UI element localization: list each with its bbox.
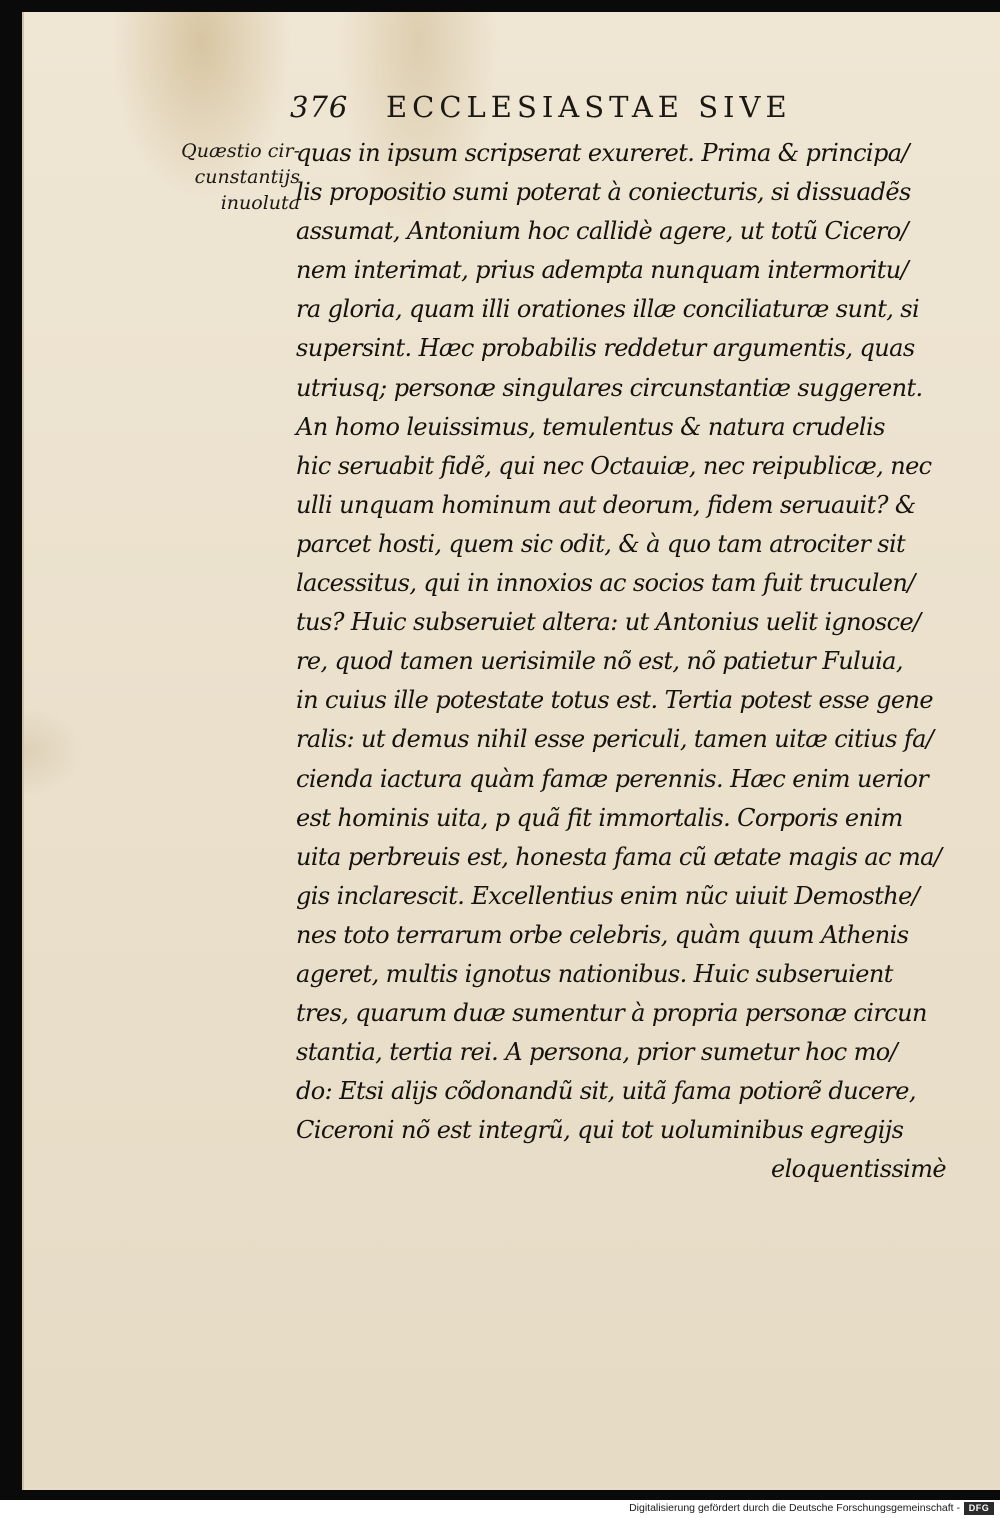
text-line: tres, quarum duæ sumentur à propria personæ circun <box>296 999 927 1028</box>
text-line: ageret, multis ignotus nationibus. Huic subseruient <box>296 959 893 988</box>
text-line: nes toto terrarum orbe celebris, quàm quum Athenis <box>296 920 909 949</box>
text-line: ulli unquam hominum aut deorum, fidem seruauit? & <box>296 490 916 519</box>
text-line: hic seruabit fidẽ, qui nec Octauiæ, nec reipublicæ, nec <box>296 451 932 480</box>
running-head: ECCLESIASTAE SIVE <box>386 90 792 124</box>
text-line: parcet hosti, quem sic odit, & à quo tam atrociter sit <box>296 529 906 558</box>
text-line: nem interimat, prius adempta nunquam intermoritu/ <box>296 256 909 285</box>
dfg-logo: DFG <box>964 1502 994 1515</box>
text-line: assumat, Antonium hoc callidè agere, ut totũ Cicero/ <box>296 217 909 246</box>
text-line: utriusq; personæ singulares circunstantiæ suggerent. <box>296 373 923 402</box>
text-line: stantia, tertia rei. A persona, prior sumetur hoc mo/ <box>296 1038 898 1067</box>
text-line: est hominis uita, p quã fit immortalis. Corporis enim <box>296 803 903 832</box>
text-line: gis inclarescit. Excellentius enim nũc uiuit Demosthe/ <box>296 881 920 910</box>
page-number: 376 <box>290 90 349 124</box>
text-line: lacessitus, qui in innoxios ac socios tam fuit truculen/ <box>296 569 915 598</box>
text-line: supersint. Hæc probabilis reddetur argumentis, quas <box>296 334 915 363</box>
text-line: ralis: ut demus nihil esse periculi, tamen uitæ citius fa/ <box>296 725 934 754</box>
marginal-note-line: cunstantijs <box>194 166 300 188</box>
text-line: uita perbreuis est, honesta fama cũ ætate magis ac ma/ <box>296 842 942 871</box>
marginal-note-line: Quæstio cir- <box>181 140 300 162</box>
text-line: quas in ipsum scripserat exureret. Prima & principa/ <box>296 139 909 167</box>
text-line: An homo leuissimus, temulentus & natura crudelis <box>296 412 885 441</box>
catchword: eloquentissimè <box>771 1155 946 1184</box>
marginal-note <box>150 138 300 216</box>
text-line: tus? Huic subseruiet altera: ut Antonius uelit ignosce/ <box>296 608 921 637</box>
funding-credit: Digitalisierung gefördert durch die Deutsche Forschungsgemeinschaft - <box>629 1502 960 1514</box>
text-line: Ciceroni nõ est integrũ, qui tot uoluminibus egregijs <box>296 1116 904 1145</box>
text-line: do: Etsi alijs cõdonandũ sit, uitã fama potiorẽ ducere, <box>296 1077 916 1106</box>
digitization-footer <box>0 1500 1000 1518</box>
page-header <box>290 90 890 130</box>
text-line: ra gloria, quam illi orationes illæ conciliaturæ sunt, si <box>296 295 920 324</box>
text-line: in cuius ille potestate totus est. Tertia potest esse gene <box>296 686 933 715</box>
text-line: re, quod tamen uerisimile nõ est, nõ patietur Fuluia, <box>296 647 903 676</box>
text-line: lis propositio sumi poterat à coniecturis, si dissuadẽs <box>296 178 911 207</box>
text-line: cienda iactura quàm famæ perennis. Hæc enim uerior <box>296 764 929 793</box>
body-text <box>296 134 956 1190</box>
marginal-note-line: inuoluta <box>220 192 300 214</box>
